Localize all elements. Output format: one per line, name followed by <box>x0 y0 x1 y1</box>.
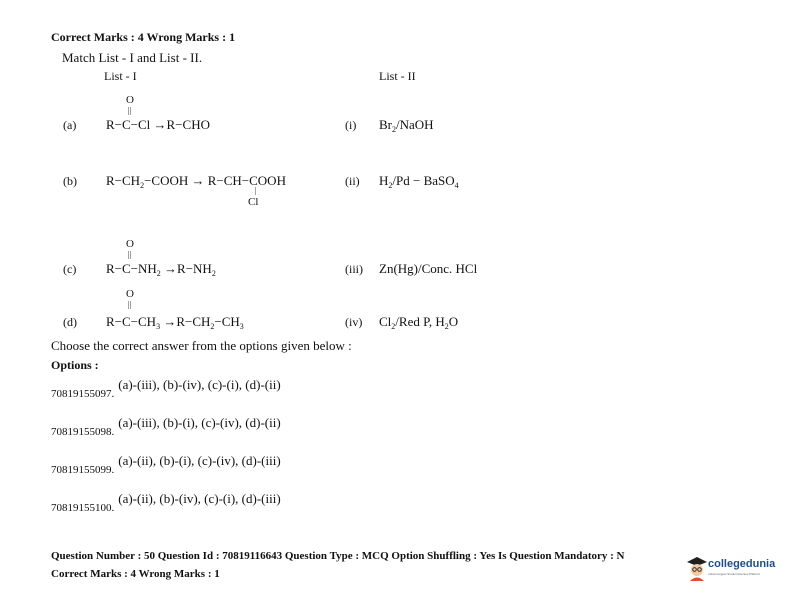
option-4-text: (a)-(ii), (b)-(iv), (c)-(i), (d)-(iii) <box>118 491 281 506</box>
list1-label-b: (b) <box>63 174 77 188</box>
option-4-id: 70819155100. <box>51 502 115 514</box>
list2-label-iii: (iii) <box>345 262 363 276</box>
question-prompt: Match List - I and List - II. <box>62 50 203 65</box>
logo-tagline: India's largest Student Review Platform <box>708 572 761 576</box>
list1-c-oxygen: O <box>126 238 134 250</box>
list1-label-a: (a) <box>63 118 77 132</box>
list2-label-ii: (ii) <box>345 174 360 188</box>
collegedunia-logo <box>686 556 786 582</box>
list1-label-c: (c) <box>63 262 77 276</box>
list2-iii-reagent: Zn(Hg)/Conc. HCl <box>379 261 478 276</box>
list1-d-formula: $R-C-CH_3 \to R-CH_2-CH_3$ <box>106 314 244 331</box>
list2-iv-reagent: $Cl_2$/Red P, $H_2O$ <box>379 314 459 331</box>
list1-a-formula: R−C−Cl →R−CHO <box>106 117 210 132</box>
option-3[interactable] <box>51 452 281 476</box>
option-3-id: 70819155099. <box>51 464 115 476</box>
list2-heading: List - II <box>379 69 416 83</box>
instruction-text: Choose the correct answer from the options given below : <box>51 338 352 353</box>
list1-b-bond: | <box>255 186 257 195</box>
options-heading: Options : <box>51 358 99 372</box>
list1-a-double-bond: || <box>128 106 132 115</box>
option-1[interactable] <box>51 376 281 400</box>
list1-d-double-bond: || <box>128 300 132 309</box>
graduate-mascot-icon <box>686 556 708 582</box>
option-2-text: (a)-(iii), (b)-(i), (c)-(iv), (d)-(ii) <box>118 415 281 430</box>
list2-label-iv: (iv) <box>345 315 363 329</box>
list1-c-double-bond: || <box>128 250 132 259</box>
footer-marks: Correct Marks : 4 Wrong Marks : 1 <box>51 568 220 580</box>
list2-i-reagent: $Br_2$/NaOH <box>379 117 434 134</box>
list1-d-oxygen: O <box>126 288 134 300</box>
footer-question-meta: Question Number : 50 Question Id : 70819116643 Question Type : MCQ Option Shuffling : Yes Is Question Mandatory : N <box>51 550 625 562</box>
list1-b-chlorine: Cl <box>248 196 259 208</box>
option-2-id: 70819155098. <box>51 426 115 438</box>
list1-c-formula: $R-C-NH_2 \to R-NH_2$ <box>106 261 216 278</box>
option-3-text: (a)-(ii), (b)-(i), (c)-(iv), (d)-(iii) <box>118 453 281 468</box>
option-1-text: (a)-(iii), (b)-(iv), (c)-(i), (d)-(ii) <box>118 377 281 392</box>
list2-ii-reagent: $H_2/Pd$ − BaSO$_4$ <box>379 173 459 190</box>
logo-wordmark: collegedunia <box>708 558 776 570</box>
list1-a-oxygen: O <box>126 94 134 106</box>
list2-label-i: (i) <box>345 118 357 132</box>
list1-heading: List - I <box>104 69 137 83</box>
option-1-id: 70819155097. <box>51 388 115 400</box>
option-4[interactable] <box>51 490 281 514</box>
list1-label-d: (d) <box>63 315 77 329</box>
option-2[interactable] <box>51 414 281 438</box>
list1-b-formula: $R-CH_2-COOH$ → R−CH−COOH <box>106 173 286 190</box>
header-marks: Correct Marks : 4 Wrong Marks : 1 <box>51 30 236 44</box>
